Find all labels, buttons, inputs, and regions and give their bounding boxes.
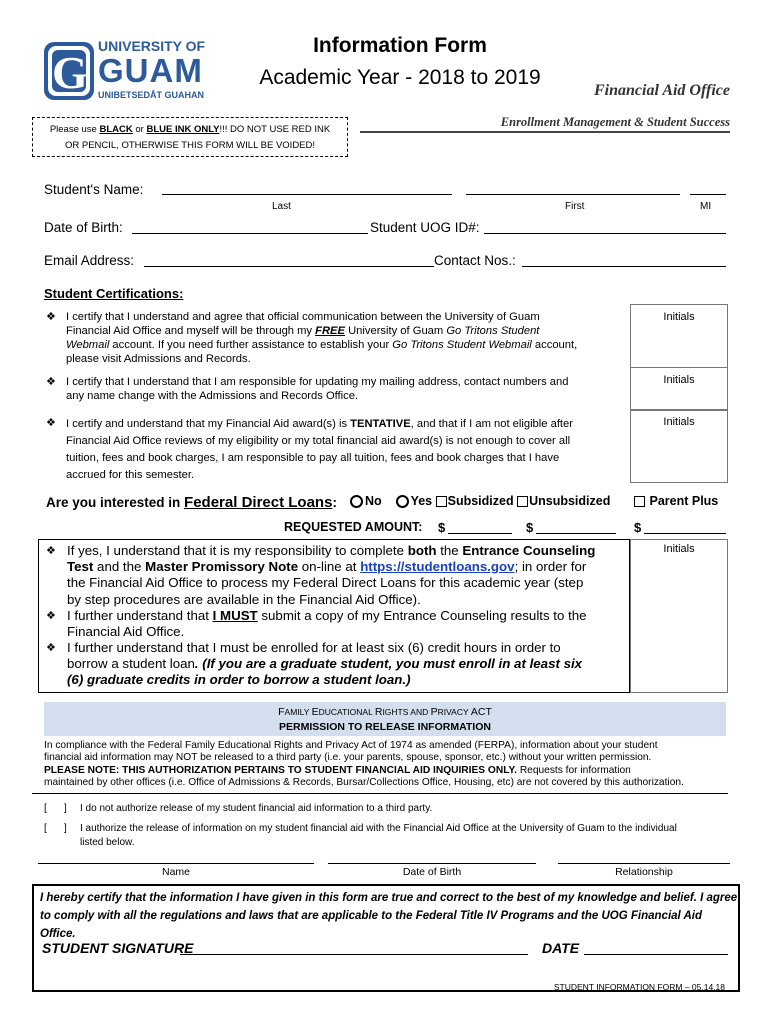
loan2-l1b: submit a copy of my Entrance Counseling results to the — [257, 608, 587, 623]
logo-line-3: UNIBETSEDÅT GUAHAN — [98, 90, 205, 100]
cert3-line2: Financial Aid Office reviews of my eligibility or my total financial aid award(s) is not enough to cover all — [66, 435, 571, 447]
radio-circle-icon — [396, 495, 409, 508]
loan1-l3: the Financial Aid Office to process my Federal Direct Loans for this academic year (step — [67, 575, 584, 591]
third-party-name-field[interactable] — [38, 863, 314, 864]
ferpa-t6: IGHTS AND — [382, 707, 431, 717]
warning-post: !!! DO NOT USE RED INK — [219, 124, 331, 135]
loan2-must: I MUST — [212, 608, 258, 623]
student-name-label: Student's Name: — [44, 182, 144, 197]
ferpa-text — [44, 740, 726, 789]
loan1-mpn: Master Promissory Note — [145, 559, 299, 575]
amount-dollar-1: $ — [438, 520, 446, 535]
loan-term-3 — [67, 640, 627, 689]
date-label: DATE — [542, 940, 580, 956]
cert1-line4: please visit Admissions and Records. — [66, 353, 251, 365]
certify-text — [40, 889, 740, 943]
cert2-line1: I certify that I understand that I am responsible for updating my mailing address, contact numbers and — [66, 376, 569, 388]
ferpa-l3a: PLEASE NOTE: THIS AUTHORIZATION PERTAINS TO STUDENT FINANCIAL AID INQUIRIES ONLY. — [44, 764, 517, 776]
dob-caption: Date of Birth — [402, 866, 462, 878]
ferpa-t9: ACT — [470, 706, 492, 718]
bullet-icon: ❖ — [46, 311, 56, 323]
contact-field[interactable] — [522, 266, 726, 267]
date-field[interactable] — [584, 954, 728, 955]
loan-term-1 — [67, 543, 627, 608]
loan-question — [46, 494, 337, 511]
loan1-l2d: ; in order for — [514, 559, 587, 575]
checkbox-icon — [517, 496, 528, 507]
unsubsidized-label: Unsubsidized — [529, 494, 611, 508]
ferpa-l1: In compliance with the Federal Family Educational Rights and Privacy Act of 1974 as amended (FERPA), information about your student — [44, 740, 658, 751]
ferpa-t4: DUCATIONAL — [318, 707, 375, 717]
division-name: Enrollment Management & Student Success — [500, 115, 730, 129]
cert1-line3a: Webmail — [66, 339, 110, 351]
option-2-bracket-open[interactable]: [ — [44, 823, 47, 834]
option-1-text: I do not authorize release of my student financial aid information to a third party. — [80, 803, 433, 814]
ferpa-subtitle: PERMISSION TO RELEASE INFORMATION — [279, 721, 491, 733]
warning-line-2: OR PENCIL, OTHERWISE THIS FORM WILL BE VOIDED! — [64, 140, 316, 151]
form-title: Information Form — [313, 34, 487, 57]
cert1-line1: I certify that I understand and agree that official communication between the University of Guam — [66, 311, 540, 323]
yes-label: Yes — [410, 494, 433, 508]
warning-text: Please use — [49, 124, 100, 135]
parent-plus-checkbox[interactable] — [634, 494, 718, 508]
option-2-l2: listed below. — [80, 837, 135, 848]
loan3-l1: I further understand that I must be enrolled for at least six (6) credit hours in order to — [67, 640, 561, 655]
option-2-text — [80, 822, 730, 850]
form-footer: STUDENT INFORMATION FORM – 05.14.18 — [553, 982, 725, 992]
uog-id-label: Student UOG ID#: — [370, 220, 480, 235]
last-caption: Last — [272, 201, 291, 212]
parent-plus-label: Parent Plus — [649, 494, 719, 508]
signature-field[interactable] — [180, 954, 528, 955]
loan-question-fdl: Federal Direct Loans — [184, 494, 333, 511]
cert1-free: FREE — [315, 325, 345, 337]
initials-box-2[interactable]: Initials — [630, 367, 728, 411]
dob-field[interactable] — [132, 233, 368, 234]
first-name-field[interactable] — [466, 194, 680, 195]
bullet-icon: ❖ — [46, 417, 56, 429]
mi-caption: MI — [700, 201, 712, 212]
ink-warning-box — [32, 117, 348, 157]
form-subtitle: Academic Year - 2018 to 2019 — [259, 66, 541, 89]
cert1-line2b: University of Guam — [344, 325, 447, 337]
bullet-icon: ❖ — [46, 545, 56, 557]
warning-black: BLACK — [99, 124, 133, 135]
warning-or: or — [132, 124, 147, 135]
ferpa-t2: AMILY — [284, 707, 312, 717]
university-logo — [44, 38, 212, 104]
initials-box-4[interactable]: Initials — [630, 539, 728, 693]
subsidized-amount-field[interactable] — [448, 533, 512, 534]
ferpa-divider — [32, 793, 728, 794]
uog-id-field[interactable] — [484, 233, 726, 234]
radio-circle-icon — [350, 495, 363, 508]
cert2-line2: any name change with the Admissions and Records Office. — [66, 390, 359, 402]
cert1-line3b: account. If you need further assistance to establish your — [109, 339, 393, 351]
option-2-bracket-close[interactable]: ] — [64, 823, 67, 834]
loan1-l2b: and the — [93, 559, 146, 575]
checkbox-icon — [436, 496, 447, 507]
loan1-test: Test — [67, 559, 94, 575]
dob-label: Date of Birth: — [44, 220, 123, 235]
loan3-l2a: borrow a student loan — [67, 656, 195, 672]
loan2-l1a: I further understand that — [67, 608, 213, 623]
subsidized-label: Subsidized — [447, 494, 514, 508]
studentloans-link[interactable]: https://studentloans.gov — [360, 559, 515, 575]
cert3-line1a: I certify and understand that my Financial Aid award(s) is — [66, 418, 351, 430]
cert3-line1b: , and that if I am not eligible after — [410, 418, 573, 430]
option-1-bracket-open[interactable]: [ — [44, 803, 47, 814]
certify-l2: to comply with all the regulations and laws that are applicable to the Federal Title IV Programs and the UOG Financial Aid Office. — [40, 910, 703, 940]
cert1-line2a: Financial Aid Office and myself will be through my — [66, 325, 316, 337]
cert1-line3d: account, — [531, 339, 578, 351]
initials-box-1[interactable]: Initials — [630, 304, 728, 368]
certifications-heading: Student Certifications: — [44, 286, 184, 301]
no-label: No — [365, 494, 382, 508]
contact-label: Contact Nos.: — [434, 253, 516, 268]
middle-initial-field[interactable] — [690, 194, 726, 195]
loan2-l2: Financial Aid Office. — [67, 624, 185, 640]
logo-letter: G — [52, 47, 88, 98]
cert1-line2c: Go Tritons Student — [446, 325, 540, 337]
loan-question-pre: Are you interested in — [46, 495, 185, 510]
email-label: Email Address: — [44, 253, 135, 268]
no-radio[interactable] — [350, 494, 382, 508]
last-name-field[interactable] — [162, 194, 452, 195]
logo-line-1: UNIVERSITY OF — [98, 38, 206, 54]
checkbox-icon — [634, 496, 645, 507]
ferpa-l3b: Requests for information — [516, 764, 631, 776]
cert1-line3c: Go Tritons Student Webmail — [392, 339, 532, 351]
amount-dollar-2: $ — [526, 520, 534, 535]
loan1-l2c: on-line at — [298, 559, 361, 575]
cert3-tentative: TENTATIVE — [350, 418, 411, 430]
ferpa-t3: E — [311, 706, 319, 718]
subsidized-checkbox[interactable] — [436, 494, 514, 508]
cert3-line4: accrued for this semester. — [66, 469, 195, 481]
relationship-caption: Relationship — [615, 866, 673, 878]
logo-line-2: GUAM — [98, 52, 203, 89]
ferpa-title — [44, 705, 726, 720]
ferpa-t8: RIVACY — [437, 707, 471, 717]
bullet-icon: ❖ — [46, 610, 56, 622]
ferpa-header — [44, 702, 726, 736]
loan-term-2 — [67, 608, 627, 640]
ferpa-l2: financial aid information may NOT be released to a third party (i.e. your parents, spouse, sponsor, etc.) without your written permission. — [44, 752, 652, 764]
warning-blue: BLUE INK ONLY — [146, 124, 220, 135]
unsubsidized-amount-field[interactable] — [536, 533, 616, 534]
certification-1 — [66, 310, 624, 366]
option-1-bracket-close[interactable]: ] — [64, 803, 67, 814]
first-caption: First — [565, 201, 585, 212]
ferpa-t7: P — [430, 706, 438, 718]
loan1-l1b: the — [436, 543, 463, 558]
loan3-l3: (6) graduate credits in order to borrow a student loan.) — [67, 672, 411, 688]
loan-options — [350, 494, 610, 508]
certify-l1: I hereby certify that the information I have given in this form are true and correct to the best of my knowledge and belief. I agree — [40, 892, 738, 904]
name-caption: Name — [161, 866, 190, 878]
bullet-icon: ❖ — [46, 642, 56, 654]
loan3-l2b: . (If you are a graduate student, you must enroll in at least six — [194, 656, 583, 672]
loan1-l1a: If yes, I understand that it is my responsibility to complete — [67, 543, 408, 558]
loan1-ec: Entrance Counseling — [462, 543, 596, 558]
cert3-line3: tuition, fees and book charges, I am responsible to pay all tuition, fees and book charges that I have — [66, 452, 560, 464]
certification-3 — [66, 416, 624, 484]
signature-label: STUDENT SIGNATURE — [42, 940, 194, 956]
option-2-l1: I authorize the release of information on my student financial aid with the Financial Aid Office at the University of Guam to the individual — [80, 823, 677, 834]
initials-box-3[interactable]: Initials — [630, 409, 728, 483]
loan1-both: both — [407, 543, 437, 558]
header-divider — [360, 131, 730, 133]
email-field[interactable] — [144, 266, 434, 267]
loan-question-post: : — [332, 495, 337, 510]
parent-plus-amount-field[interactable] — [644, 533, 726, 534]
bullet-icon: ❖ — [46, 376, 56, 388]
certification-2 — [66, 375, 624, 403]
third-party-dob-field[interactable] — [328, 863, 536, 864]
ferpa-l4: maintained by other offices (i.e. Office of Admissions & Records, Bursar/Collections Office, Housing, etc) are not covered by this authorization. — [44, 776, 684, 788]
office-name: Financial Aid Office — [594, 82, 730, 99]
ferpa-t5: R — [374, 706, 383, 718]
yes-radio[interactable] — [396, 494, 433, 508]
third-party-relationship-field[interactable] — [558, 863, 730, 864]
ferpa-t1: F — [278, 706, 285, 718]
loan1-l4: by step procedures are available in the Financial Aid Office). — [67, 591, 421, 607]
unsubsidized-checkbox[interactable] — [517, 494, 610, 508]
requested-amount-label: REQUESTED AMOUNT: — [284, 520, 423, 534]
amount-dollar-3: $ — [634, 520, 642, 535]
